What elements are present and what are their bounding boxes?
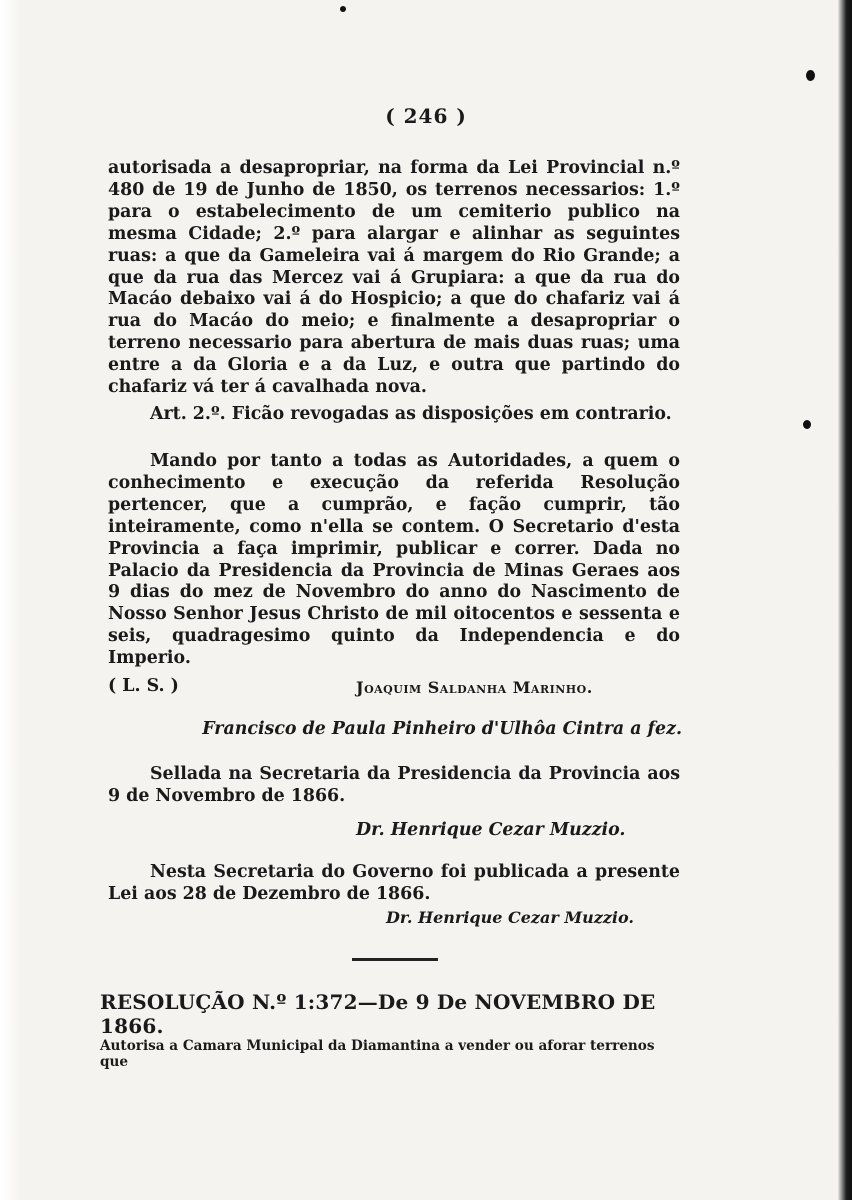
paragraph-article-1 xyxy=(108,158,680,399)
ink-speck xyxy=(803,420,811,429)
paragraph-article-2 xyxy=(108,404,680,426)
article-2-text: Art. 2.º. Ficão revogadas as disposições em contrario. xyxy=(150,404,672,424)
resolution-subtitle: Autorisa a Camara Municipal da Diamantina a vender ou aforar terrenos que xyxy=(100,1038,655,1070)
clerk-line: Francisco de Paula Pinheiro d'Ulhôa Cintra a fez. xyxy=(202,719,682,739)
article-1-text: autorisada a desapropriar, na forma da Lei Provincial n.º 480 de 19 de Junho de 1850, os terrenos necessarios: 1.º para o estabelecimento de um cemiterio publico na mesma Cidade; 2.º para alargar e alinhar as seguintes ruas: a que da Gameleira vai á margem do Rio Grande; a que da rua das Mercez vai á Grupiara: a que da rua do Macáo debaixo vai á do Hospicio; a que do chafariz vai á rua do Macáo do meio; e finalmente a desapropriar o terreno necessario para abertura de mais duas ruas; uma entre a da Gloria e a da Luz, e outra que partindo do chafariz vá ter á cavalhada nova. xyxy=(108,158,680,398)
ink-speck xyxy=(806,70,815,81)
publicada-text: Nesta Secretaria do Governo foi publicada a presente Lei aos 28 de Dezembro de 1866. xyxy=(108,862,680,904)
seal-mark: ( L. S. ) xyxy=(108,676,179,696)
page-binding-edge xyxy=(838,0,852,1200)
secretary-signature-2: Dr. Henrique Cezar Muzzio. xyxy=(386,908,634,927)
page-number: ( 246 ) xyxy=(385,104,467,128)
sellada-text: Sellada na Secretaria da Presidencia da Provincia aos 9 de Novembro de 1866. xyxy=(108,764,680,806)
secretary-signature-1: Dr. Henrique Cezar Muzzio. xyxy=(356,820,626,840)
resolution-title: RESOLUÇÃO N.º 1:372—De 9 De NOVEMBRO DE 1866. xyxy=(100,990,656,1038)
page-left-margin xyxy=(0,0,22,1200)
paragraph-sellada xyxy=(108,764,680,808)
mando-text: Mando por tanto a todas as Autoridades, a quem o conhecimento e execução da referida Resolução pertencer, que a cumprão, e fação cumprir, tão inteiramente, como n'ella se contem. O Secretario d'esta Provincia a faça imprimir, publicar e correr. Dada no Palacio da Presidencia da Provincia de Minas Geraes aos 9 dias do mez de Novembro do anno do Nascimento de Nosso Senhor Jesus Christo de mil oitocentos e sessenta e seis, quadragesimo quinto da Independencia e do Imperio. xyxy=(108,451,680,669)
paragraph-mando xyxy=(108,451,680,670)
governor-signature: Joaquim Saldanha Marinho. xyxy=(356,678,593,697)
section-divider xyxy=(352,958,438,961)
paragraph-publicada xyxy=(108,862,680,906)
ink-speck xyxy=(340,6,346,12)
